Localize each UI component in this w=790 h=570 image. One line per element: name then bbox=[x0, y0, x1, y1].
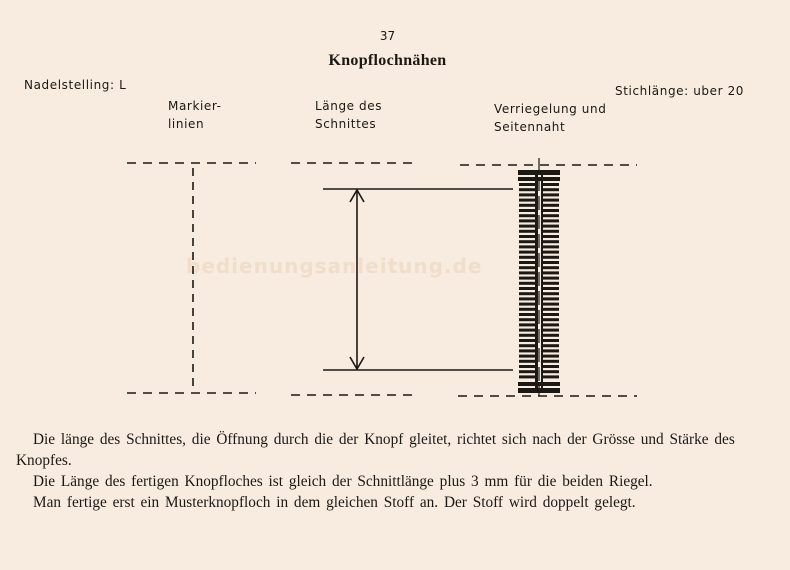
stitch-length-setting: Stichlänge: uber 20 bbox=[615, 84, 745, 98]
left-side-stitch bbox=[519, 209, 536, 212]
paragraph-3: Man fertige erst ein Musterknopfloch in dem gleichen Stoff an. Der Stoff wird doppelt gelegt. bbox=[33, 494, 636, 511]
bottom-bartack bbox=[518, 388, 560, 393]
right-side-stitch bbox=[542, 308, 559, 311]
right-side-stitch bbox=[542, 360, 559, 363]
left-side-stitch bbox=[519, 282, 536, 285]
left-side-stitch bbox=[519, 318, 536, 321]
page-number: 37 bbox=[379, 29, 396, 43]
left-side-stitch bbox=[519, 375, 536, 378]
right-side-stitch bbox=[542, 251, 559, 254]
left-side-stitch bbox=[519, 219, 536, 222]
right-side-stitch bbox=[542, 303, 559, 306]
right-side-stitch bbox=[542, 375, 559, 378]
right-side-stitch bbox=[542, 235, 559, 238]
left-side-stitch bbox=[519, 355, 536, 358]
left-side-stitch bbox=[519, 251, 536, 254]
left-side-stitch bbox=[519, 308, 536, 311]
right-side-stitch bbox=[542, 188, 559, 191]
left-side-stitch bbox=[519, 240, 536, 243]
left-side-stitch bbox=[519, 214, 536, 217]
right-side-stitch bbox=[542, 344, 559, 347]
right-side-stitch bbox=[542, 282, 559, 285]
left-side-stitch bbox=[519, 370, 536, 373]
right-side-stitch bbox=[542, 261, 559, 264]
right-side-stitch bbox=[542, 266, 559, 269]
left-side-stitch bbox=[519, 199, 536, 202]
right-side-stitch bbox=[542, 323, 559, 326]
left-side-stitch bbox=[519, 323, 536, 326]
left-side-stitch bbox=[519, 256, 536, 259]
needle-position-setting: Nadelstelling: L bbox=[24, 78, 127, 92]
diagram-guides bbox=[127, 158, 637, 396]
right-side-stitch bbox=[542, 209, 559, 212]
right-side-stitch bbox=[542, 271, 559, 274]
marker-lines-label-line-2: linien bbox=[168, 117, 205, 131]
right-side-stitch bbox=[542, 193, 559, 196]
left-side-stitch bbox=[519, 292, 536, 295]
left-side-stitch bbox=[519, 329, 536, 332]
left-side-stitch bbox=[519, 183, 536, 186]
page-title: Knopflochnähen bbox=[328, 52, 447, 69]
right-side-stitch bbox=[542, 219, 559, 222]
paragraph-1: Die länge des Schnittes, die Öffnung durch die der Knopf gleitet, richtet sich nach der Grösse und Stärke des Knopfes. bbox=[16, 431, 735, 469]
right-side-stitch bbox=[542, 292, 559, 295]
left-side-stitch bbox=[519, 334, 536, 337]
right-side-stitch bbox=[542, 277, 559, 280]
left-seam-edge bbox=[535, 170, 538, 393]
cut-length-label-line-2: Schnittes bbox=[315, 117, 377, 131]
right-side-stitch bbox=[542, 199, 559, 202]
right-side-stitch bbox=[542, 183, 559, 186]
left-side-stitch bbox=[519, 297, 536, 300]
left-side-stitch bbox=[519, 204, 536, 207]
right-side-stitch bbox=[542, 339, 559, 342]
right-side-stitch bbox=[542, 313, 559, 316]
left-side-stitch bbox=[519, 235, 536, 238]
watermark-text: bedienungsanleitung.de bbox=[186, 254, 483, 278]
left-side-stitch bbox=[519, 266, 536, 269]
right-side-stitch bbox=[542, 329, 559, 332]
right-side-stitch bbox=[542, 214, 559, 217]
top-bartack bbox=[518, 177, 560, 181]
left-side-stitch bbox=[519, 360, 536, 363]
left-side-stitch bbox=[519, 277, 536, 280]
right-side-stitch bbox=[542, 287, 559, 290]
right-side-stitch bbox=[542, 256, 559, 259]
left-side-stitch bbox=[519, 271, 536, 274]
right-side-stitch bbox=[542, 245, 559, 248]
right-side-stitch bbox=[542, 334, 559, 337]
right-side-stitch bbox=[542, 365, 559, 368]
right-side-stitch bbox=[542, 240, 559, 243]
right-seam-edge bbox=[541, 170, 543, 393]
right-side-stitch bbox=[542, 355, 559, 358]
bottom-bartack bbox=[518, 382, 560, 386]
left-side-stitch bbox=[519, 344, 536, 347]
bartack-label-line-1: Verriegelung und bbox=[494, 102, 607, 116]
paragraph-2: Die Länge des fertigen Knopfloches ist gleich der Schnittlänge plus 3 mm für die beiden Riegel. bbox=[33, 473, 653, 490]
left-side-stitch bbox=[519, 365, 536, 368]
right-side-stitch bbox=[542, 370, 559, 373]
bartack-label-line-2: Seitennaht bbox=[494, 120, 566, 134]
right-side-stitch bbox=[542, 318, 559, 321]
left-side-stitch bbox=[519, 287, 536, 290]
left-side-stitch bbox=[519, 188, 536, 191]
left-side-stitch bbox=[519, 303, 536, 306]
left-side-stitch bbox=[519, 230, 536, 233]
left-side-stitch bbox=[519, 313, 536, 316]
left-side-stitch bbox=[519, 339, 536, 342]
left-side-stitch bbox=[519, 245, 536, 248]
left-side-stitch bbox=[519, 225, 536, 228]
cut-length-label-line-1: Länge des bbox=[315, 99, 383, 113]
right-side-stitch bbox=[542, 349, 559, 352]
right-side-stitch bbox=[542, 230, 559, 233]
left-side-stitch bbox=[519, 349, 536, 352]
right-side-stitch bbox=[542, 297, 559, 300]
top-bartack bbox=[518, 170, 560, 175]
body-text bbox=[16, 429, 761, 513]
marker-lines-label-line-1: Markier- bbox=[168, 99, 222, 113]
right-side-stitch bbox=[542, 225, 559, 228]
left-side-stitch bbox=[519, 193, 536, 196]
left-side-stitch bbox=[519, 261, 536, 264]
right-side-stitch bbox=[542, 204, 559, 207]
